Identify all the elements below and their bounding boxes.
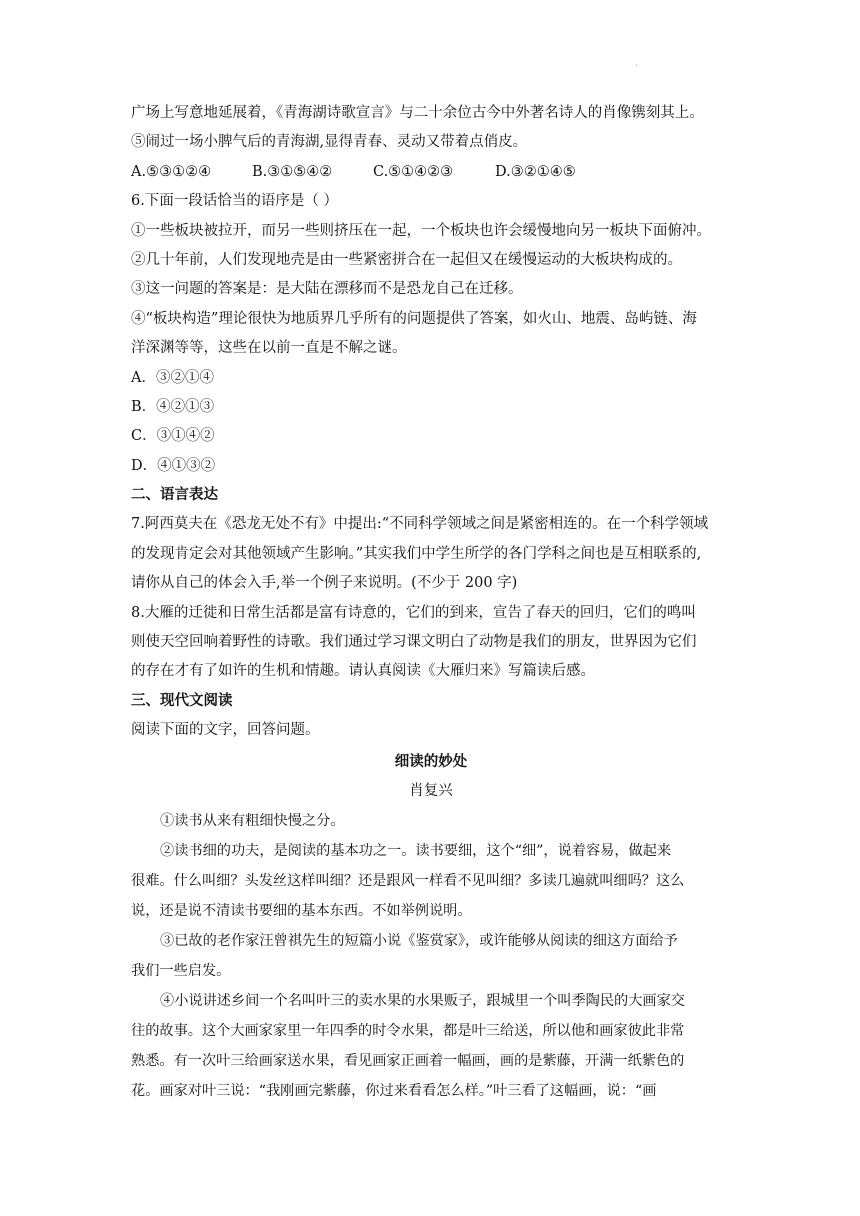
q8-line-3: 的存在才有了如许的生机和情趣。请认真阅读《大雁归来》写篇读后感。	[131, 663, 595, 680]
q6-option-a: A．③②①④	[131, 369, 214, 386]
q6-item-3: ③这一问题的答案是：是大陆在漂移而不是恐龙自己在迁移。	[131, 281, 523, 298]
q7-line-3: 请你从自己的体会入手,举一个例子来说明。(不少于 200 字)	[131, 575, 518, 592]
q6-item-2: ②几十年前，人们发现地壳是由一些紧密拼合在一起但又在缓慢运动的大板块构成的。	[131, 251, 682, 268]
essay-paragraph-4-line-2: 往的故事。这个大画家家里一年四季的时令水果，都是叶三给送，所以他和画家彼此非常	[131, 1022, 685, 1039]
q8-line-1: 8.大雁的迁徙和日常生活都是富有诗意的，它们的到来，宣告了春天的回归，它们的鸣叫	[131, 604, 696, 621]
essay-paragraph-4-line-1: ④小说讲述乡间一个名叫叶三的卖水果的水果贩子，跟城里一个叫季陶民的大画家交	[160, 992, 685, 1009]
q6-stem: 6.下面一段话恰当的语序是（ ）	[131, 193, 338, 210]
section-3-title: 三、现代文阅读	[131, 692, 233, 709]
q6-item-4-line-1: ④“板块构造”理论很快为地质界几乎所有的问题提供了答案，如火山、地震、岛屿链、海	[131, 310, 697, 327]
essay-title: 细读的妙处	[394, 753, 468, 770]
essay-paragraph-2-line-1: ②读书细的功夫，是阅读的基本功之一。读书要细，这个“细”，说着容易，做起来	[160, 842, 672, 859]
essay-body	[131, 806, 731, 1106]
q5-option-d: D.③②①④⑤	[495, 163, 576, 180]
q8-line-2: 则使天空回响着野性的诗歌。我们通过学习课文明白了动物是我们的朋友，世界因为它们	[131, 634, 697, 651]
q6-item-4-line-2: 洋深渊等等，这些在以前一直是不解之谜。	[131, 340, 407, 357]
essay-paragraph-3-line-2: 我们一些启发。	[131, 962, 231, 979]
q5-option-a: A.⑤③①②④	[131, 163, 212, 180]
essay-paragraph-1: ①读书从来有粗细快慢之分。	[160, 812, 345, 829]
q5-option-c: C.⑤①④②③	[373, 163, 454, 180]
q6-option-d: D．④①③②	[131, 457, 216, 474]
q6-item-1: ①一些板块被拉开，而另一些则挤压在一起，一个板块也许会缓慢地向另一板块下面俯冲。	[131, 222, 711, 239]
q6-option-c: C．③①④②	[131, 428, 215, 445]
q5-line-end: 广场上写意地延展着，《青海湖诗歌宣言》与二十余位古今中外著名诗人的肖像镌刻其上。	[131, 105, 704, 121]
q6-option-b: B．④②①③	[131, 398, 215, 415]
essay-paragraph-4-line-3: 熟悉。有一次叶三给画家送水果，看见画家正画着一幅画，画的是紫藤，开满一纸紫色的	[131, 1052, 685, 1069]
section-2-title: 二、语言表达	[131, 487, 218, 504]
essay-paragraph-2-line-3: 说，还是说不清读书要细的基本东西。不如举例说明。	[131, 902, 472, 919]
q7-line-1: 7.阿西莫夫在《恐龙无处不有》中提出:“不同科学领域之间是紧密相连的。在一个科学领域	[131, 516, 709, 533]
reading-instruction: 阅读下面的文字，回答问题。	[131, 722, 320, 739]
page-mark: ·	[635, 61, 638, 70]
q5-item-5: ⑤闹过一场小脾气后的青海湖,显得青春、灵动又带着点俏皮。	[131, 134, 528, 151]
essay-paragraph-3-line-1: ③已故的老作家汪曾祺先生的短篇小说《鉴赏家》，或许能够从阅读的细这方面给予	[160, 932, 678, 949]
q7-line-2: 的发现肯定会对其他领域产生影响。”其实我们中学生所学的各门学科之间也是互相联系的,	[131, 545, 702, 562]
essay-author: 肖复兴	[409, 782, 453, 799]
essay-paragraph-4-line-4: 花。画家对叶三说：“我刚画完紫藤，你过来看看怎么样。”叶三看了这幅画，说：“画	[131, 1082, 657, 1099]
essay-paragraph-2-line-2: 很难。什么叫细？头发丝这样叫细？还是跟风一样看不见叫细？多读几遍就叫细吗？这么	[131, 872, 685, 889]
document-content	[131, 99, 731, 1106]
q5-options	[131, 158, 731, 187]
q5-option-b: B.③①⑤④②	[252, 163, 333, 180]
